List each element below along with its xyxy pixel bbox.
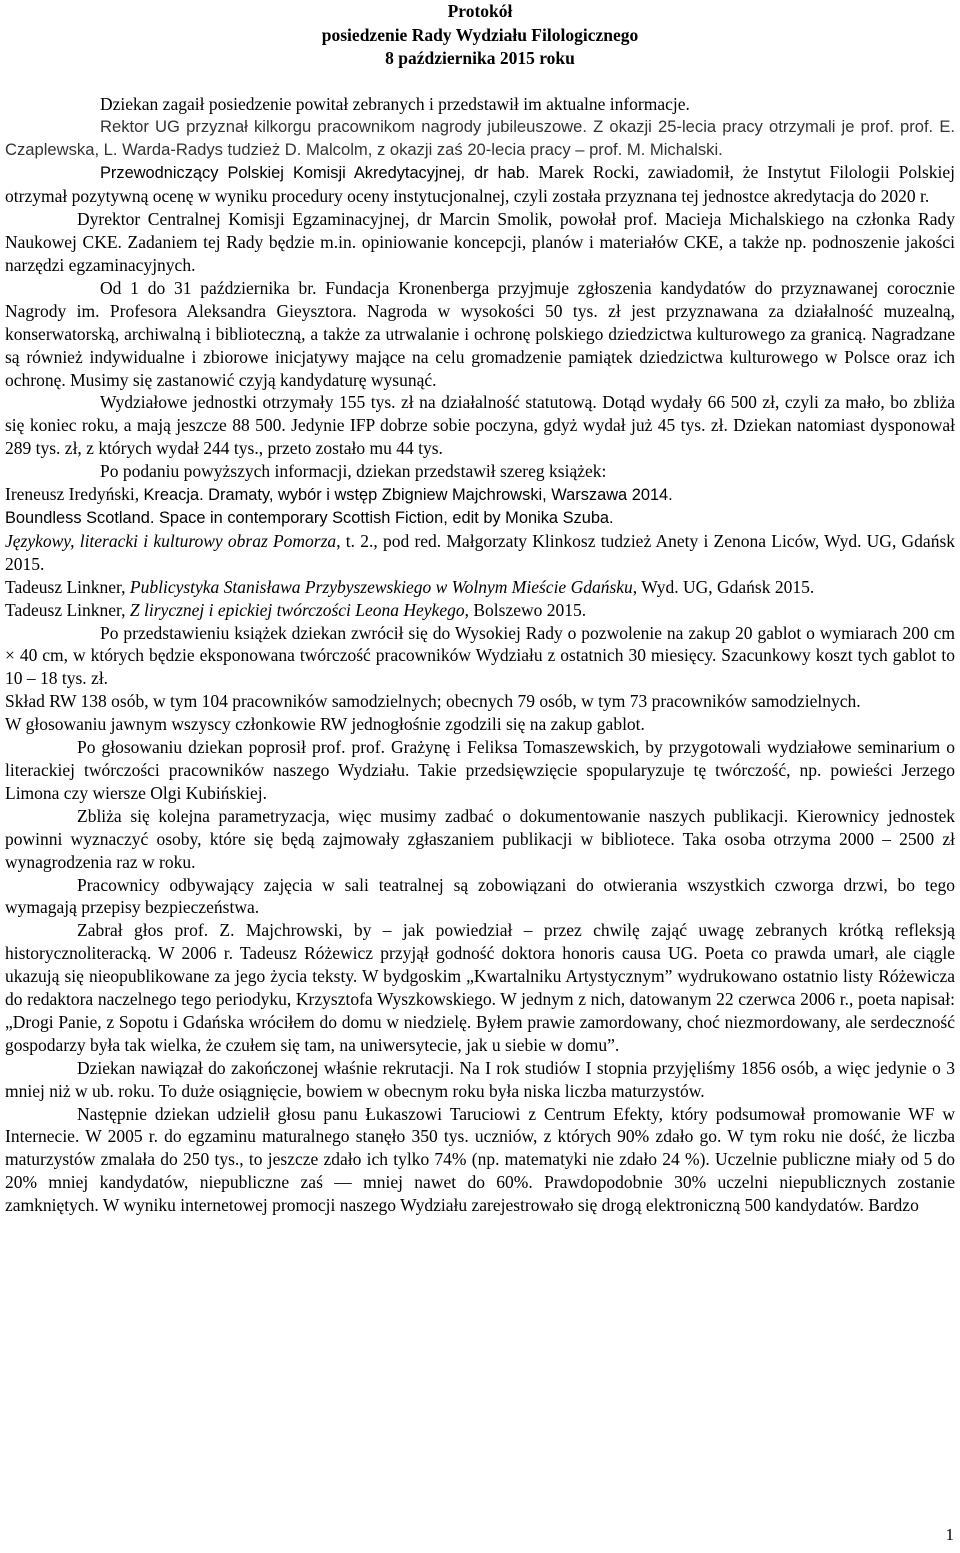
book-author: Ireneusz Iredyński, xyxy=(5,484,144,505)
paragraph: Zbliża się kolejna parametryzacja, więc musimy zadbać o dokumentowanie naszych publikacji. Kierownicy jednostek powinni wyznaczyć osoby, które się będą zajmowały zgłaszaniem publikacji w bibliotece. Taka osoba otrzyma 2000 – 2500 zł wynagrodzenia raz w roku. xyxy=(5,805,955,872)
paragraph: Wydziałowe jednostki otrzymały 155 tys. zł na działalność statutową. Dotąd wydały 66 500 zł, czyli za mało, bo zbliża się koniec roku, a mają jeszcze 88 500. Jedynie IFP dobrze sobie poczyna, gdyż wydał już 45 tys. zł. Dziekan natomiast dysponował 289 tys. zł, z których wydał 244 tys., przeto zostało mu 44 tys. xyxy=(5,392,955,459)
book-author: Tadeusz Linkner, xyxy=(5,599,130,620)
book-details: , Bolszewo 2015. xyxy=(464,599,587,620)
document-subtitle: posiedzenie Rady Wydziału Filologicznego xyxy=(321,24,639,45)
paragraph-segment: Przewodniczący Polskiej Komisji Akredytacyjnej, dr hab. xyxy=(100,164,530,183)
paragraph: Dziekan nawiązał do zakończonej właśnie rekrutacji. Na I rok studiów I stopnia przyjęliśmy 1856 osób, a więc jedynie o 3 mniej niż w ub. roku. To duże osiągnięcie, bowiem w obecnym roku była niska liczba maturzystów. xyxy=(5,1057,955,1101)
book-title: Kreacja. Dramaty, wybór i wstęp Zbigniew Majchrowski, Warszawa 2014. xyxy=(143,486,673,505)
paragraph: Dyrektor Centralnej Komisji Egzaminacyjnej, dr Marcin Smolik, powołał prof. Macieja Michalskiego na członka Rady Naukowej CKE. Zadaniem tej Rady będzie m.in. opiniowanie koncepcji, planów i materiałów CKE, a także np. podnoszenie jakości narzędzi egzaminacyjnych. xyxy=(5,209,955,276)
page-number: 1 xyxy=(945,1525,954,1544)
paragraph xyxy=(5,161,955,208)
book-title: Z lirycznej i epickiej twórczości Leona Heykego xyxy=(129,599,465,620)
document-title: Protokół xyxy=(447,1,513,21)
book-title: Językowy, literacki i kulturowy obraz Pomorza xyxy=(5,530,337,551)
paragraph: Dziekan zagaił posiedzenie powitał zebranych i przedstawił im aktualne informacje. xyxy=(100,93,690,114)
book-title: Publicystyka Stanisława Przybyszewskiego w Wolnym Mieście Gdańsku xyxy=(129,576,633,597)
paragraph-segment: Marek Rocki, zawiadomił, że Instytut Filologii Polskiej otrzymał pozytywną ocenę w wyniku procedury oceny instytucjonalnej, czyli została przyznana tej jednostce akredytacja do 2020 r. xyxy=(5,162,955,207)
paragraph: Po podaniu powyższych informacji, dziekan przedstawił szereg książek: xyxy=(100,461,607,482)
document-date: 8 października 2015 roku xyxy=(385,48,575,68)
paragraph: Skład RW 138 osób, w tym 104 pracowników samodzielnych; obecnych 79 osób, w tym 73 pracowników samodzielnych. xyxy=(5,691,861,712)
paragraph: Rektor UG przyznał kilkorgu pracownikom nagrody jubileuszowe. Z okazji 25-lecia pracy otrzymali je prof. prof. E. Czaplewska, L. Warda-Radys tudzież D. Malcolm, z okazji zaś 20-lecia pracy – prof. M. Michalski. xyxy=(5,117,955,160)
paragraph: Zabrał głos prof. Z. Majchrowski, by – jak powiedział – przez chwilę zająć uwagę zebranych krótką refleksją historycznoliteracką. W 2006 r. Tadeusz Różewicz przyjął godność doktora honoris causa UG. Poeta co prawda umarł, ale ciągle ukazują się nieopublikowane za jego życia teksty. W bydgoskim „Kwartalniku Artystycznym” wydrukowano ostatnio listy Różewicza do redaktora naczelnego tego periodyku, Krzysztofa Wyszkowskiego. W jednym z nich, datowanym 22 czerwca 2006 r., poeta napisał: „Drogi Panie, z Sopotu i Gdańska wróciłem do domu w niedzielę. Byłem prawie zamordowany, choć niezmordowany, ale serdeczność gospodarzy była tak wielka, że czułem się tam, na uniwersytecie, jak u siebie w domu”. xyxy=(5,920,955,1055)
book-entry xyxy=(5,483,955,507)
book-details: , Wyd. UG, Gdańsk 2015. xyxy=(632,576,815,597)
book-entry xyxy=(5,530,955,576)
book-entry xyxy=(5,599,955,622)
book-entry xyxy=(5,576,955,599)
document-page xyxy=(5,0,955,1217)
paragraph: Po głosowaniu dziekan poprosił prof. prof. Grażynę i Feliksa Tomaszewskich, by przygotowali wydziałowe seminarium o literackiej twórczości pracowników naszego Wydziału. Takie przedsięwzięcie spopularyzuje tę twórczość, np. powieści Jerzego Limona czy wiersze Olgi Kubińskiej. xyxy=(5,737,955,803)
paragraph: Następnie dziekan udzielił głosu panu Łukaszowi Taruciowi z Centrum Efekty, który podsumował promowanie WF w Internecie. W 2005 r. do egzaminu maturalnego stanęło 350 tys. uczniów, z których 90% zdało go. W tym roku nie dość, że liczba maturzystów zmalała do 250 tys., to jeszcze zdało ich tylko 74% (np. matematyki nie zdało 24 %). Uczelnie publiczne miały od 5 do 20% mniej kandydatów, niepubliczne zaś — mniej nawet do 60%. Prawdopodobnie 30% uczelni niepublicznych zostanie zamkniętych. W wyniku internetowej promocji naszego Wydziału zarejestrowało się drogą elektroniczną 500 kandydatów. Bardzo xyxy=(5,1103,955,1216)
paragraph: Po przedstawieniu książek dziekan zwrócił się do Wysokiej Rady o pozwolenie na zakup 20 gablot o wymiarach 200 cm × 40 cm, w których będzie eksponowana twórczość pracowników Wydziału z ostatnich 30 miesięcy. Szacunkowy koszt tych gablot to 10 – 18 tys. zł. xyxy=(5,622,955,689)
title-block xyxy=(5,0,955,71)
book-entry: Boundless Scotland. Space in contemporary Scottish Fiction, edit by Monika Szuba. xyxy=(5,509,614,527)
paragraph: Od 1 do 31 października br. Fundacja Kronenberga przyjmuje zgłoszenia kandydatów do przyznawanej corocznie Nagrody im. Profesora Aleksandra Gieysztora. Nagroda w wysokości 50 tys. zł jest przyznawana za działalność muzealną, konserwatorską, archiwalną i biblioteczną, a także za utrwalanie i ochronę polskiego dziedzictwa kulturowego za granicą. Nagradzane są również indywidualne i zbiorowe inicjatywy mające na celu gromadzenie pamiątek dziedzictwa kulturowego w Polsce oraz ich ochronę. Musimy się zastanowić czyją kandydaturę wysunąć. xyxy=(5,277,955,390)
paragraph: Pracownicy odbywający zajęcia w sali teatralnej są zobowiązani do otwierania wszystkich czworga drzwi, bo tego wymagają przepisy bezpieczeństwa. xyxy=(5,874,955,918)
book-details: , t. 2., pod red. Małgorzaty Klinkosz tudzież Anety i Zenona Liców, Wyd. UG, Gdańsk 2015. xyxy=(5,530,956,574)
book-author: Tadeusz Linkner, xyxy=(5,576,130,597)
paragraph: W głosowaniu jawnym wszyscy członkowie RW jednogłośnie zgodzili się na zakup gablot. xyxy=(5,714,645,735)
